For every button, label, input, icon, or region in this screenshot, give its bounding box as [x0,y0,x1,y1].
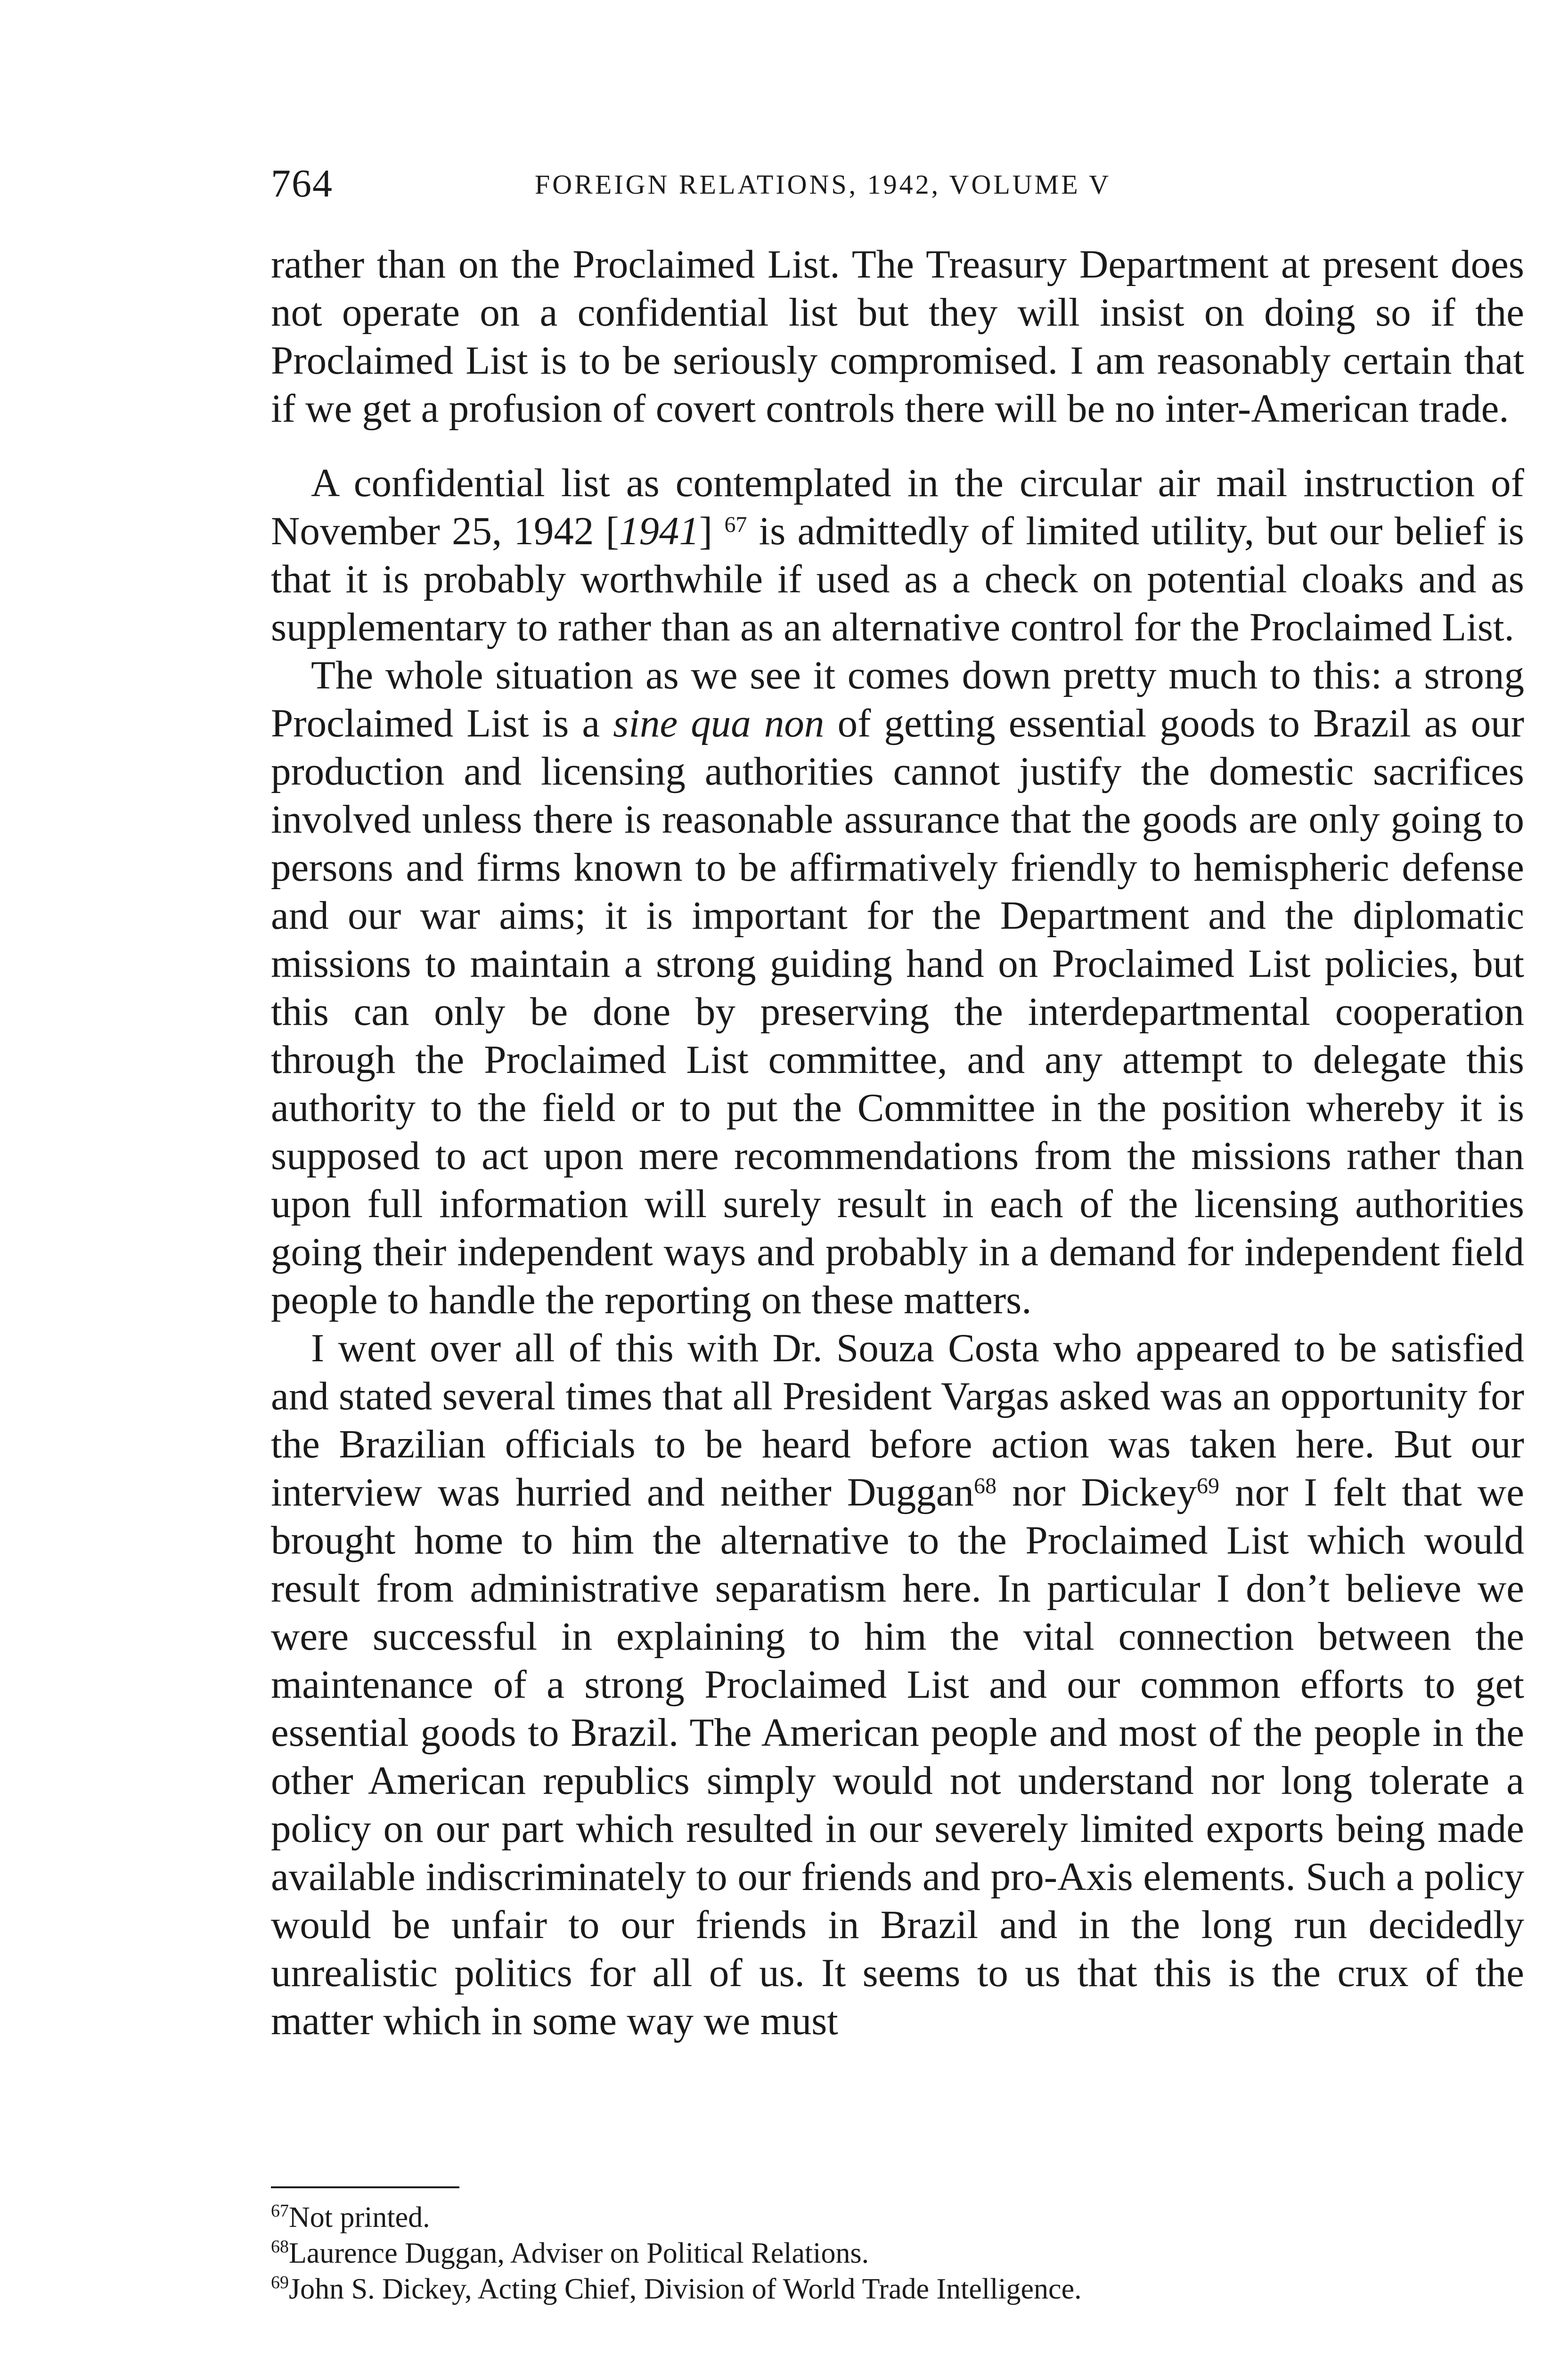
body-text [271,240,1524,2045]
page-number: 764 [271,162,333,205]
footnote-number: 69 [271,2273,289,2292]
paragraph-2 [271,459,1524,651]
paragraph-4 [271,1324,1524,2045]
footnotes [271,2200,1524,2307]
running-head [271,160,1524,212]
paragraph-2-text-a: A confidential list as contemplated in the circular air mail instruction of November 25, 1942 [ [271,461,1524,553]
paragraph-4-text-b: nor Dickey [996,1470,1197,1514]
footnote-ref-69: 69 [1197,1473,1219,1498]
paragraph-2-text-c: is admittedly of limited utility, but our belief is that it is probably worthwhile if used as a check on potential cloaks and as supplementary to rather than as an alternative control for the Proclaimed List. [271,509,1524,649]
paragraph-1: rather than on the Proclaimed List. The Treasury Department at present does not operate on a confidential list but they will insist on doing so if the Proclaimed List is to be seriously compromised. I am reasonably certain that if we get a profusion of covert controls there will be no inter-American trade. [271,242,1524,431]
corrected-year: 1941 [619,509,699,553]
footnote-ref-67: 67 [724,512,747,537]
footnote-divider [271,2186,459,2188]
footnote-text: Laurence Duggan, Adviser on Political Relations. [289,2237,869,2269]
footnote-text: Not printed. [289,2201,430,2233]
footnote-text: John S. Dickey, Acting Chief, Division of World Trade Intelligence. [289,2273,1082,2305]
paragraph-4-text-c: nor I felt that we brought home to him the alternative to the Proclaimed List which would result from administrative separatism here. In particular I don’t believe we were successful in explaining to him the vital connection between the maintenance of a strong Proclaimed List and our common efforts to get essential goods to Brazil. The American people and most of the people in the other American republics simply would not understand nor long tolerate a policy on our part which resulted in our severely limited exports being made available indiscriminately to our friends and pro-Axis elements. Such a policy would be unfair to our friends in Brazil and in the long run decidedly unrealistic politics for all of us. It seems to us that this is the crux of the matter which in some way we must [271,1470,1524,2043]
running-title: FOREIGN RELATIONS, 1942, VOLUME V [535,169,1111,200]
latin-phrase: sine qua non [613,701,825,745]
footnote-68 [271,2235,1524,2271]
footnote-69 [271,2271,1524,2307]
paragraph-4-text-a: I went over all of this with Dr. Souza Costa who appeared to be satisfied and stated several times that all President Vargas asked was an opportunity for the Brazilian officials to be heard before action was taken here. But our interview was hurried and neither Duggan [271,1326,1524,1514]
paragraph-3 [271,651,1524,1324]
paragraph-3-text-b: of getting essential goods to Brazil as our production and licensing authorities cannot justify the domestic sacrifices involved unless there is reasonable assurance that the goods are only going to persons and firms known to be affirmatively friendly to hemispheric defense and our war aims; it is important for the Department and the diplomatic missions to maintain a strong guiding hand on Proclaimed List policies, but this can only be done by preserving the interdepartmental cooperation through the Proclaimed List committee, and any attempt to delegate this authority to the field or to put the Committee in the position whereby it is supposed to act upon mere recommendations from the missions rather than upon full information will surely result in each of the licensing authorities going their independent ways and probably in a demand for independent field people to handle the reporting on these matters. [271,701,1524,1322]
footnote-67 [271,2200,1524,2235]
paragraph-2-text-b: ] [699,509,725,553]
footnote-number: 67 [271,2201,289,2221]
paragraph-3-text-a: The whole situation as we see it comes down pretty much to this: a strong Proclaimed List is a [271,653,1524,745]
footnote-ref-68: 68 [974,1473,997,1498]
footnote-number: 68 [271,2237,289,2257]
